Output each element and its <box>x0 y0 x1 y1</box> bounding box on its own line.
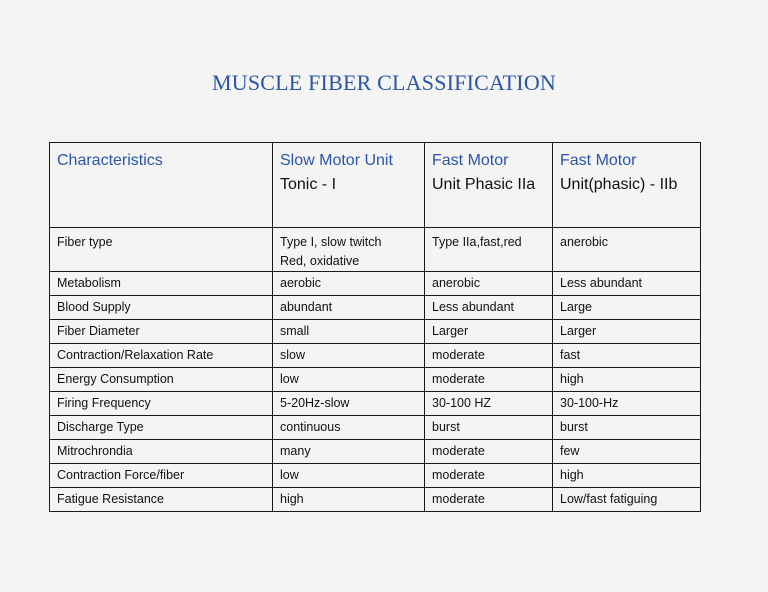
cell-fast-iib: burst <box>553 416 701 440</box>
cell-fast-iia: Less abundant <box>425 296 553 320</box>
cell-characteristic: Energy Consumption <box>50 368 273 392</box>
cell-characteristic: Fiber Diameter <box>50 320 273 344</box>
cell-fast-iia: burst <box>425 416 553 440</box>
cell-characteristic: Fiber type <box>50 228 273 272</box>
cell-fast-iia: anerobic <box>425 272 553 296</box>
cell-fast-iib: anerobic <box>553 228 701 272</box>
cell-fast-iia: Type IIa,fast,red <box>425 228 553 272</box>
table-row <box>50 416 701 440</box>
header-slow-motor-unit: Slow Motor Unit Tonic - I <box>273 143 425 228</box>
cell-characteristic: Firing Frequency <box>50 392 273 416</box>
table-row <box>50 488 701 512</box>
cell-fast-iib: Less abundant <box>553 272 701 296</box>
table-row <box>50 392 701 416</box>
header-characteristics: Characteristics <box>50 143 273 228</box>
cell-fast-iib: few <box>553 440 701 464</box>
cell-slow: slow <box>273 344 425 368</box>
classification-table <box>49 142 701 512</box>
table-header-row <box>50 143 701 228</box>
table-row <box>50 228 701 272</box>
cell-fast-iia: moderate <box>425 344 553 368</box>
table-row <box>50 320 701 344</box>
header-fast-motor-iib: Fast Motor Unit(phasic) - IIb <box>553 143 701 228</box>
page-title: MUSCLE FIBER CLASSIFICATION <box>211 70 556 95</box>
cell-fast-iib: high <box>553 464 701 488</box>
cell-characteristic: Contraction/Relaxation Rate <box>50 344 273 368</box>
cell-slow: Type I, slow twitch Red, oxidative <box>273 228 425 272</box>
cell-characteristic: Discharge Type <box>50 416 273 440</box>
cell-slow: abundant <box>273 296 425 320</box>
cell-slow: high <box>273 488 425 512</box>
cell-fast-iib: 30-100-Hz <box>553 392 701 416</box>
cell-fast-iia: moderate <box>425 440 553 464</box>
cell-characteristic: Mitrochrondia <box>50 440 273 464</box>
cell-fast-iia: moderate <box>425 488 553 512</box>
cell-fast-iib: fast <box>553 344 701 368</box>
table-row <box>50 464 701 488</box>
cell-characteristic: Metabolism <box>50 272 273 296</box>
cell-characteristic: Contraction Force/fiber <box>50 464 273 488</box>
cell-slow: continuous <box>273 416 425 440</box>
cell-slow: low <box>273 368 425 392</box>
table-row <box>50 272 701 296</box>
cell-slow: small <box>273 320 425 344</box>
cell-fast-iia: 30-100 HZ <box>425 392 553 416</box>
cell-fast-iib: Larger <box>553 320 701 344</box>
cell-characteristic: Blood Supply <box>50 296 273 320</box>
cell-fast-iia: moderate <box>425 464 553 488</box>
cell-fast-iib: Large <box>553 296 701 320</box>
table-row <box>50 368 701 392</box>
cell-fast-iib: high <box>553 368 701 392</box>
cell-slow: aerobic <box>273 272 425 296</box>
cell-slow: 5-20Hz-slow <box>273 392 425 416</box>
cell-fast-iia: moderate <box>425 368 553 392</box>
header-fast-motor-iia: Fast Motor Unit Phasic IIa <box>425 143 553 228</box>
cell-slow: many <box>273 440 425 464</box>
table-row <box>50 344 701 368</box>
cell-fast-iib: Low/fast fatiguing <box>553 488 701 512</box>
cell-fast-iia: Larger <box>425 320 553 344</box>
cell-slow: low <box>273 464 425 488</box>
table-row <box>50 296 701 320</box>
cell-characteristic: Fatigue Resistance <box>50 488 273 512</box>
table-row <box>50 440 701 464</box>
